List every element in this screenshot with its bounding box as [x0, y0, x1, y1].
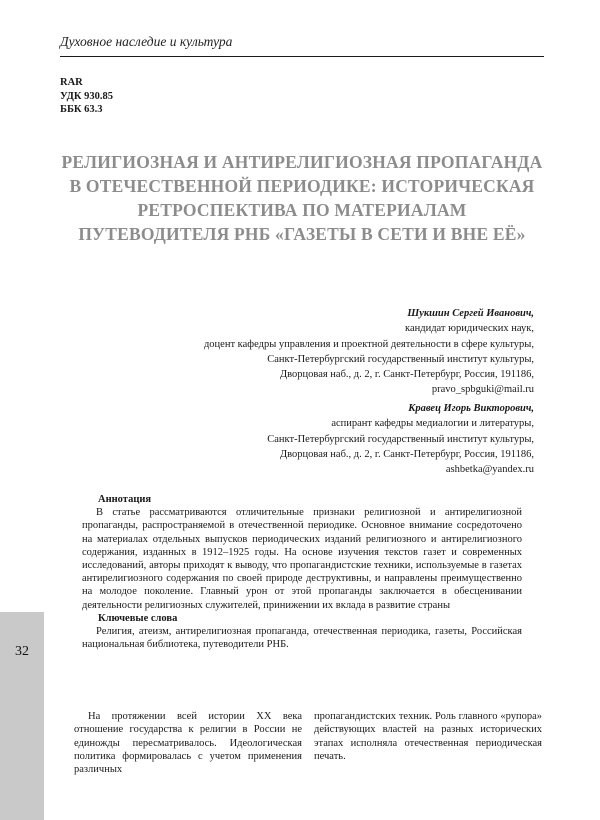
- author-email[interactable]: pravo_spbguki@mail.ru: [431, 384, 534, 396]
- author-position: аспирант кафедры медиалогии и литературы,: [331, 418, 534, 430]
- author-email[interactable]: ashbetka@yandex.ru: [445, 464, 534, 476]
- header-rule: [60, 56, 544, 57]
- author-position: доцент кафедры управления и проектной деятельности в сфере культуры,: [203, 338, 534, 350]
- body-column-right: пропагандистских техник. Роль главного «рупора» действующих властей на разных исторических этапах исполняла отечественная периодическая печать.: [314, 711, 542, 762]
- bbk-code: ББК 63.3: [60, 104, 103, 115]
- author-institution: Санкт-Петербургский государственный институт культуры,: [267, 353, 534, 365]
- page-number: 32: [15, 644, 29, 659]
- keywords-text: Религия, атеизм, антирелигиозная пропаганда, отечественная периодика, газеты, Российская национальная библиотека, путеводители РНБ.: [82, 626, 522, 651]
- journal-title: Духовное наследие и культура: [60, 34, 233, 49]
- author-address: Дворцовая наб., д. 2, г. Санкт-Петербург, Россия, 191186,: [279, 448, 534, 460]
- abstract-section: [82, 493, 522, 651]
- body-column-left: На протяжении всей истории XX века отношение государства к религии в России не единожды пересматривалось. Идеологическая политика формировалась с учетом применения различных: [74, 711, 302, 776]
- abstract-text: В статье рассматриваются отличительные признаки религиозной и антирелигиозной пропаганды, распространяемой в отечественной периодике. Основное внимание сосредоточено на материалах отдельных выпусков периодических изданий религиозного и антирелигиозного содержания, изданных в 1912–1925 годы. На основе изучения текстов газет и современных исследований, авторы приходят к выводу, что пропагандистские техники, используемые в газетах антирелигиозного содержания по своей природе деструктивны, и направлены преимущественно на молодое поколение. Главный урон от этой пропаганды заключается в обесценивании деятельности религиозных служителей, принижении их вклада в развитие страны: [82, 507, 522, 611]
- abstract-heading: Аннотация: [98, 494, 152, 505]
- author-institution: Санкт-Петербургский государственный институт культуры,: [267, 433, 534, 445]
- rar-code: RAR: [60, 77, 83, 88]
- author-name: Кравец Игорь Викторович,: [408, 403, 534, 414]
- keywords-heading: Ключевые слова: [98, 612, 178, 624]
- author-degree: кандидат юридических наук,: [405, 323, 534, 335]
- author-block: [204, 306, 534, 398]
- article-title: РЕЛИГИОЗНАЯ И АНТИРЕЛИГИОЗНАЯ ПРОПАГАНДА В ОТЕЧЕСТВЕННОЙ ПЕРИОДИКЕ: ИСТОРИЧЕСКАЯ РЕТРОСПЕКТИВА ПО МАТЕРИАЛАМ ПУТЕВОДИТЕЛЯ РНБ «ГАЗЕТЫ В СЕТИ И ВНЕ ЕЁ»: [61, 152, 543, 244]
- classification-codes: [60, 76, 113, 117]
- author-address: Дворцовая наб., д. 2, г. Санкт-Петербург, Россия, 191186,: [279, 369, 534, 381]
- udk-code: УДК 930.85: [60, 90, 113, 102]
- author-name: Шукшин Сергей Иванович,: [407, 308, 534, 319]
- author-block: [267, 401, 534, 477]
